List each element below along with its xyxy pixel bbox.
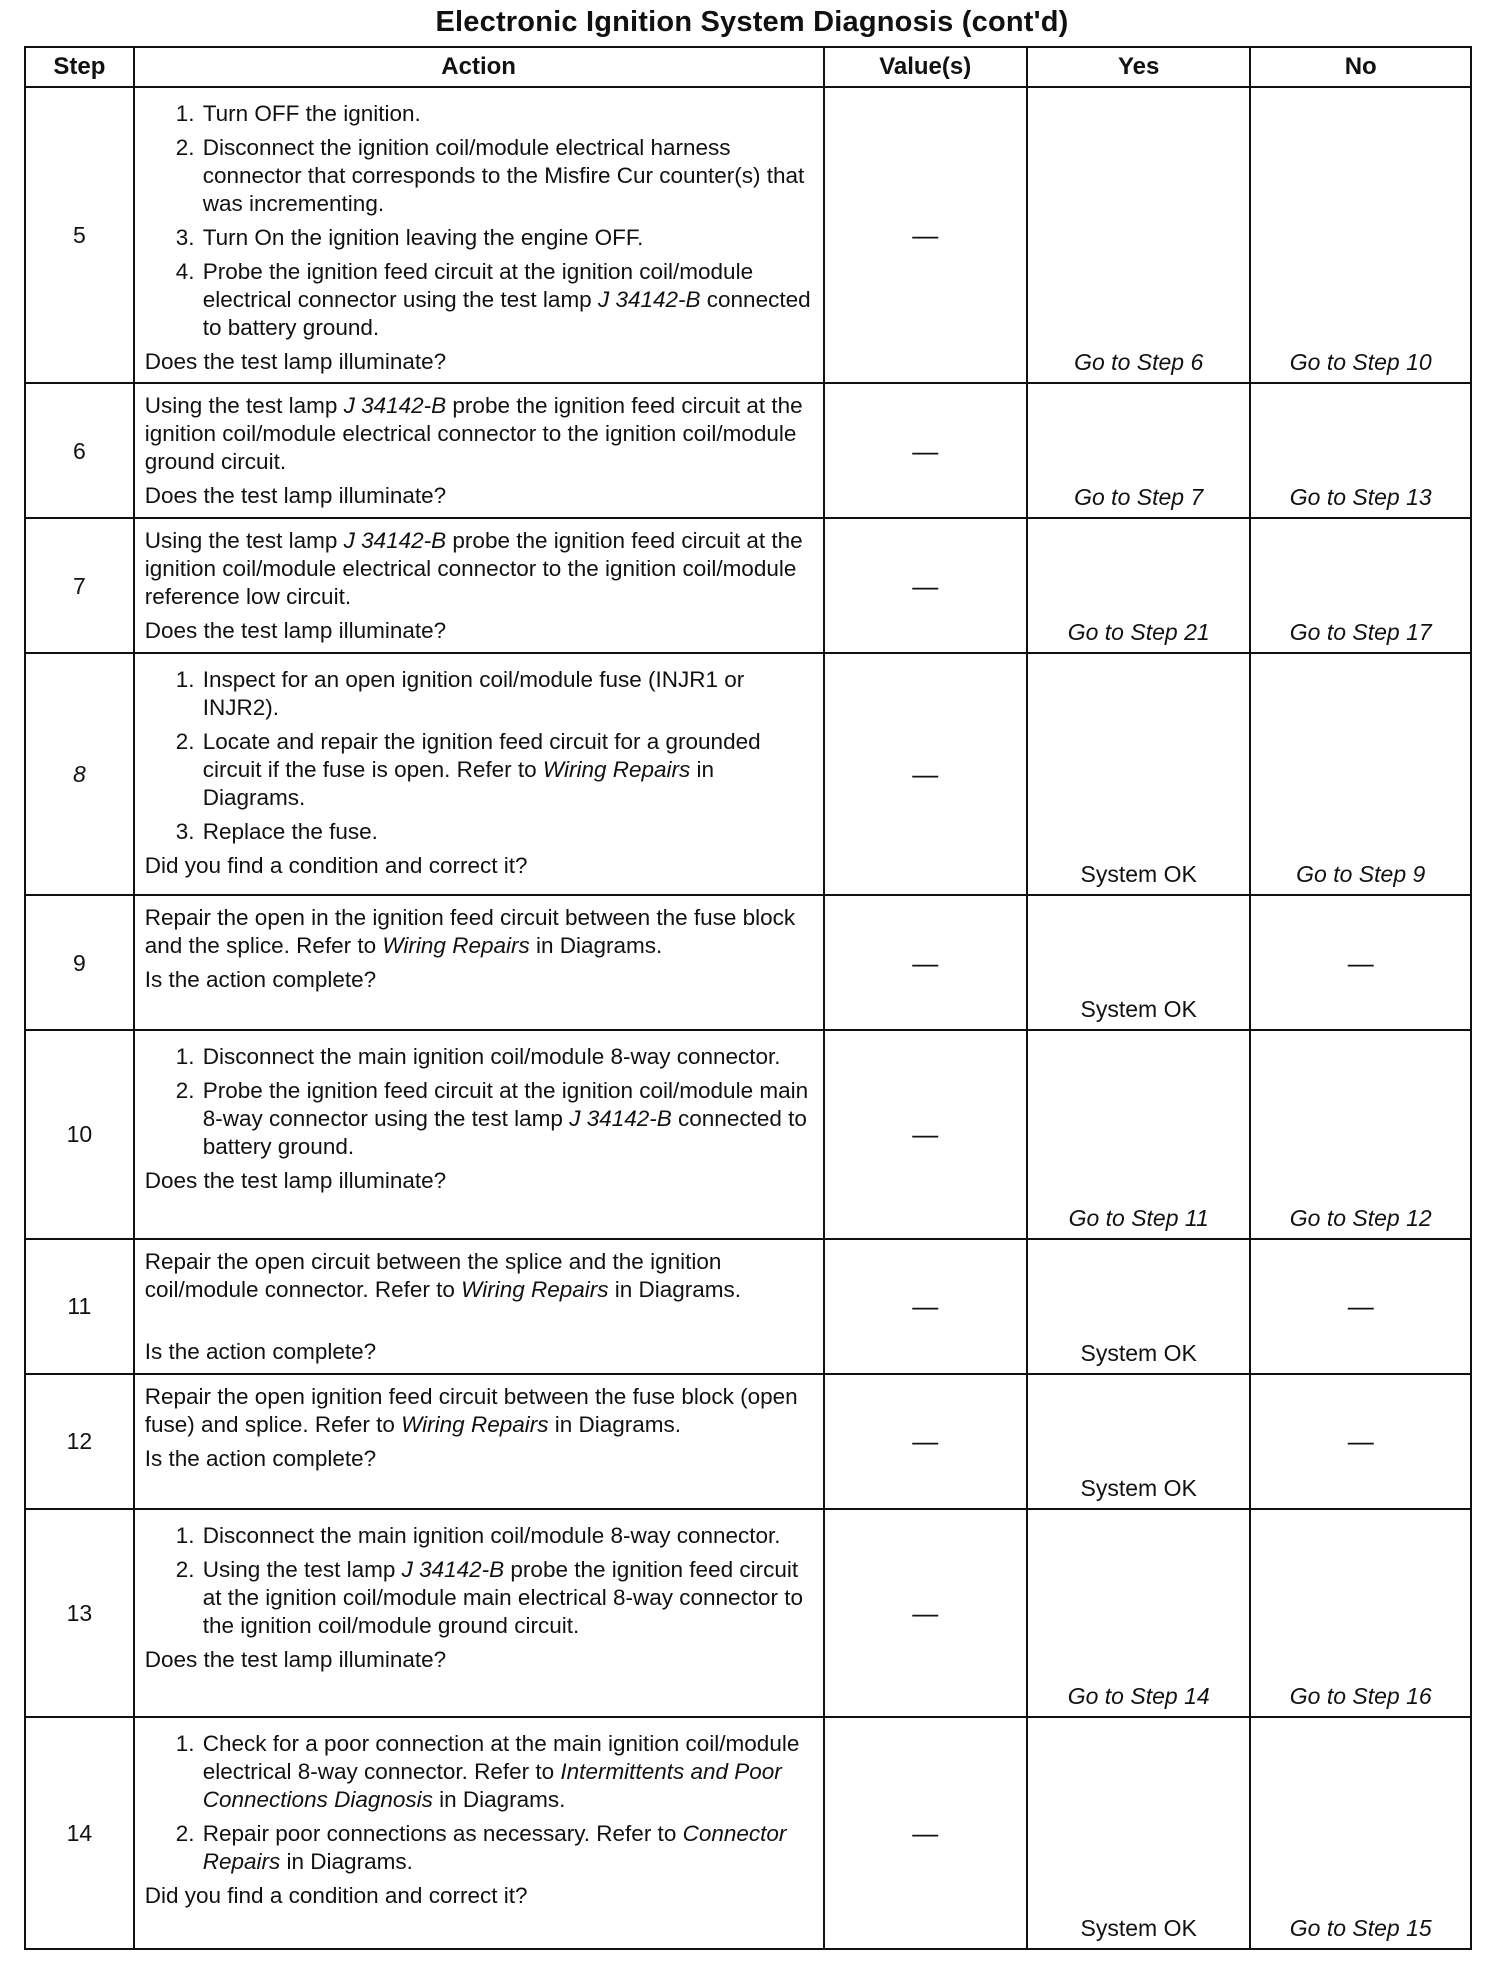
step-number: 10 — [25, 1030, 134, 1239]
step-number: 12 — [25, 1374, 134, 1509]
action-cell — [134, 1717, 824, 1949]
yes-cell: System OK — [1027, 895, 1251, 1030]
table-row — [25, 1239, 1471, 1374]
yes-cell: Go to Step 11 — [1027, 1030, 1251, 1239]
action-text: Using the test lamp J 34142-B probe the ignition feed circuit at the ignition coil/module electrical connector to the ignition coil/module ground circuit. — [144, 393, 803, 475]
yes-cell: Go to Step 7 — [1027, 383, 1251, 518]
action-question: Does the test lamp illuminate? — [144, 618, 447, 644]
action-cell — [134, 1374, 824, 1509]
action-question: Does the test lamp illuminate? — [144, 483, 447, 509]
action-list — [145, 100, 815, 342]
action-question: Is the action complete? — [144, 1445, 377, 1471]
list-item: 3. Turn On the ignition leaving the engine OFF. — [201, 224, 815, 252]
no-cell: Go to Step 10 — [1250, 87, 1471, 383]
action-text: Repair the open circuit between the splice and the ignition coil/module connector. Refer to Wiring Repairs in Diagrams. — [144, 1248, 742, 1302]
table-row — [25, 895, 1471, 1030]
list-item: 2. Disconnect the ignition coil/module electrical harness connector that corresponds to the Misfire Cur counter(s) that was incrementing. — [201, 134, 815, 218]
list-item: 1. Disconnect the main ignition coil/module 8-way connector. — [201, 1522, 815, 1550]
action-cell — [134, 1030, 824, 1239]
yes-cell: System OK — [1027, 1717, 1251, 1949]
action-text: Repair the open in the ignition feed circuit between the fuse block and the splice. Refer to Wiring Repairs in Diagrams. — [144, 905, 796, 959]
action-cell — [134, 383, 824, 518]
action-list — [145, 666, 815, 846]
table-header-row — [25, 47, 1471, 87]
action-cell — [134, 653, 824, 895]
action-cell — [134, 1509, 824, 1718]
action-cell — [134, 87, 824, 383]
no-cell: Go to Step 15 — [1250, 1717, 1471, 1949]
header-yes: Yes — [1027, 47, 1251, 87]
yes-cell: System OK — [1027, 1374, 1251, 1509]
action-question: Is the action complete? — [144, 967, 377, 993]
yes-cell: System OK — [1027, 653, 1251, 895]
table-row — [25, 1509, 1471, 1718]
list-item: 1. Inspect for an open ignition coil/module fuse (INJR1 or INJR2). — [201, 666, 815, 722]
yes-cell: Go to Step 14 — [1027, 1509, 1251, 1718]
step-number: 11 — [25, 1239, 134, 1374]
no-cell: — — [1250, 895, 1471, 1030]
no-cell: Go to Step 13 — [1250, 383, 1471, 518]
no-cell: — — [1250, 1239, 1471, 1374]
header-values: Value(s) — [824, 47, 1027, 87]
action-cell — [134, 1239, 824, 1374]
header-action: Action — [134, 47, 824, 87]
table-row — [25, 653, 1471, 895]
list-item: 2. Repair poor connections as necessary. Refer to Connector Repairs in Diagrams. — [201, 1820, 815, 1876]
value-cell: — — [824, 1374, 1027, 1509]
table-row — [25, 1374, 1471, 1509]
action-list — [145, 1522, 815, 1640]
yes-cell: System OK — [1027, 1239, 1251, 1374]
action-list — [145, 1730, 815, 1876]
action-question: Is the action complete? — [144, 1338, 377, 1364]
action-question: Does the test lamp illuminate? — [144, 349, 447, 374]
action-text: Using the test lamp J 34142-B probe the ignition feed circuit at the ignition coil/module electrical connector to the ignition coil/module reference low circuit. — [144, 528, 803, 610]
no-cell: Go to Step 16 — [1250, 1509, 1471, 1718]
header-step: Step — [25, 47, 134, 87]
step-number: 8 — [25, 653, 134, 895]
step-number: 7 — [25, 518, 134, 653]
table-row — [25, 383, 1471, 518]
no-cell: Go to Step 9 — [1250, 653, 1471, 895]
step-number: 5 — [25, 87, 134, 383]
action-question: Did you find a condition and correct it? — [144, 1883, 528, 1909]
diagnosis-table — [24, 46, 1472, 1950]
spacer — [145, 1308, 815, 1332]
table-row — [25, 1717, 1471, 1949]
list-item: 1. Turn OFF the ignition. — [201, 100, 815, 128]
yes-cell: Go to Step 6 — [1027, 87, 1251, 383]
table-row — [25, 518, 1471, 653]
list-item: 2. Using the test lamp J 34142-B probe the ignition feed circuit at the ignition coil/module main electrical 8-way connector to the ignition coil/module ground circuit. — [201, 1556, 815, 1640]
action-list — [145, 1043, 815, 1161]
value-cell: — — [824, 1509, 1027, 1718]
table-row — [25, 1030, 1471, 1239]
list-item: 2. Probe the ignition feed circuit at the ignition coil/module main 8-way connector using the test lamp J 34142-B connected to battery ground. — [201, 1077, 815, 1161]
value-cell: — — [824, 1030, 1027, 1239]
step-number: 14 — [25, 1717, 134, 1949]
page-title: Electronic Ignition System Diagnosis (cont'd) — [435, 6, 1069, 38]
table-row — [25, 87, 1471, 383]
value-cell: — — [824, 87, 1027, 383]
yes-cell: Go to Step 21 — [1027, 518, 1251, 653]
action-cell — [134, 518, 824, 653]
list-item: 1. Check for a poor connection at the main ignition coil/module electrical 8-way connector. Refer to Intermittents and Poor Connections Diagnosis in Diagrams. — [201, 1730, 815, 1814]
action-question: Does the test lamp illuminate? — [144, 1646, 447, 1672]
value-cell: — — [824, 518, 1027, 653]
no-cell: Go to Step 12 — [1250, 1030, 1471, 1239]
action-cell — [134, 895, 824, 1030]
value-cell: — — [824, 895, 1027, 1030]
no-cell: Go to Step 17 — [1250, 518, 1471, 653]
value-cell: — — [824, 1717, 1027, 1949]
value-cell: — — [824, 383, 1027, 518]
step-number: 9 — [25, 895, 134, 1030]
action-text: Repair the open ignition feed circuit between the fuse block (open fuse) and splice. Refer to Wiring Repairs in Diagrams. — [144, 1383, 798, 1437]
value-cell: — — [824, 1239, 1027, 1374]
step-number: 13 — [25, 1509, 134, 1718]
list-item: 2. Locate and repair the ignition feed circuit for a grounded circuit if the fuse is open. Refer to Wiring Repairs in Diagrams. — [201, 728, 815, 812]
action-question: Did you find a condition and correct it? — [144, 853, 528, 879]
header-no: No — [1250, 47, 1471, 87]
action-question: Does the test lamp illuminate? — [144, 1168, 447, 1194]
list-item: 4. Probe the ignition feed circuit at the ignition coil/module electrical connector using the test lamp J 34142-B connected to battery ground. — [201, 258, 815, 342]
list-item: 3. Replace the fuse. — [201, 818, 815, 846]
no-cell: — — [1250, 1374, 1471, 1509]
list-item: 1. Disconnect the main ignition coil/module 8-way connector. — [201, 1043, 815, 1071]
step-number: 6 — [25, 383, 134, 518]
value-cell: — — [824, 653, 1027, 895]
